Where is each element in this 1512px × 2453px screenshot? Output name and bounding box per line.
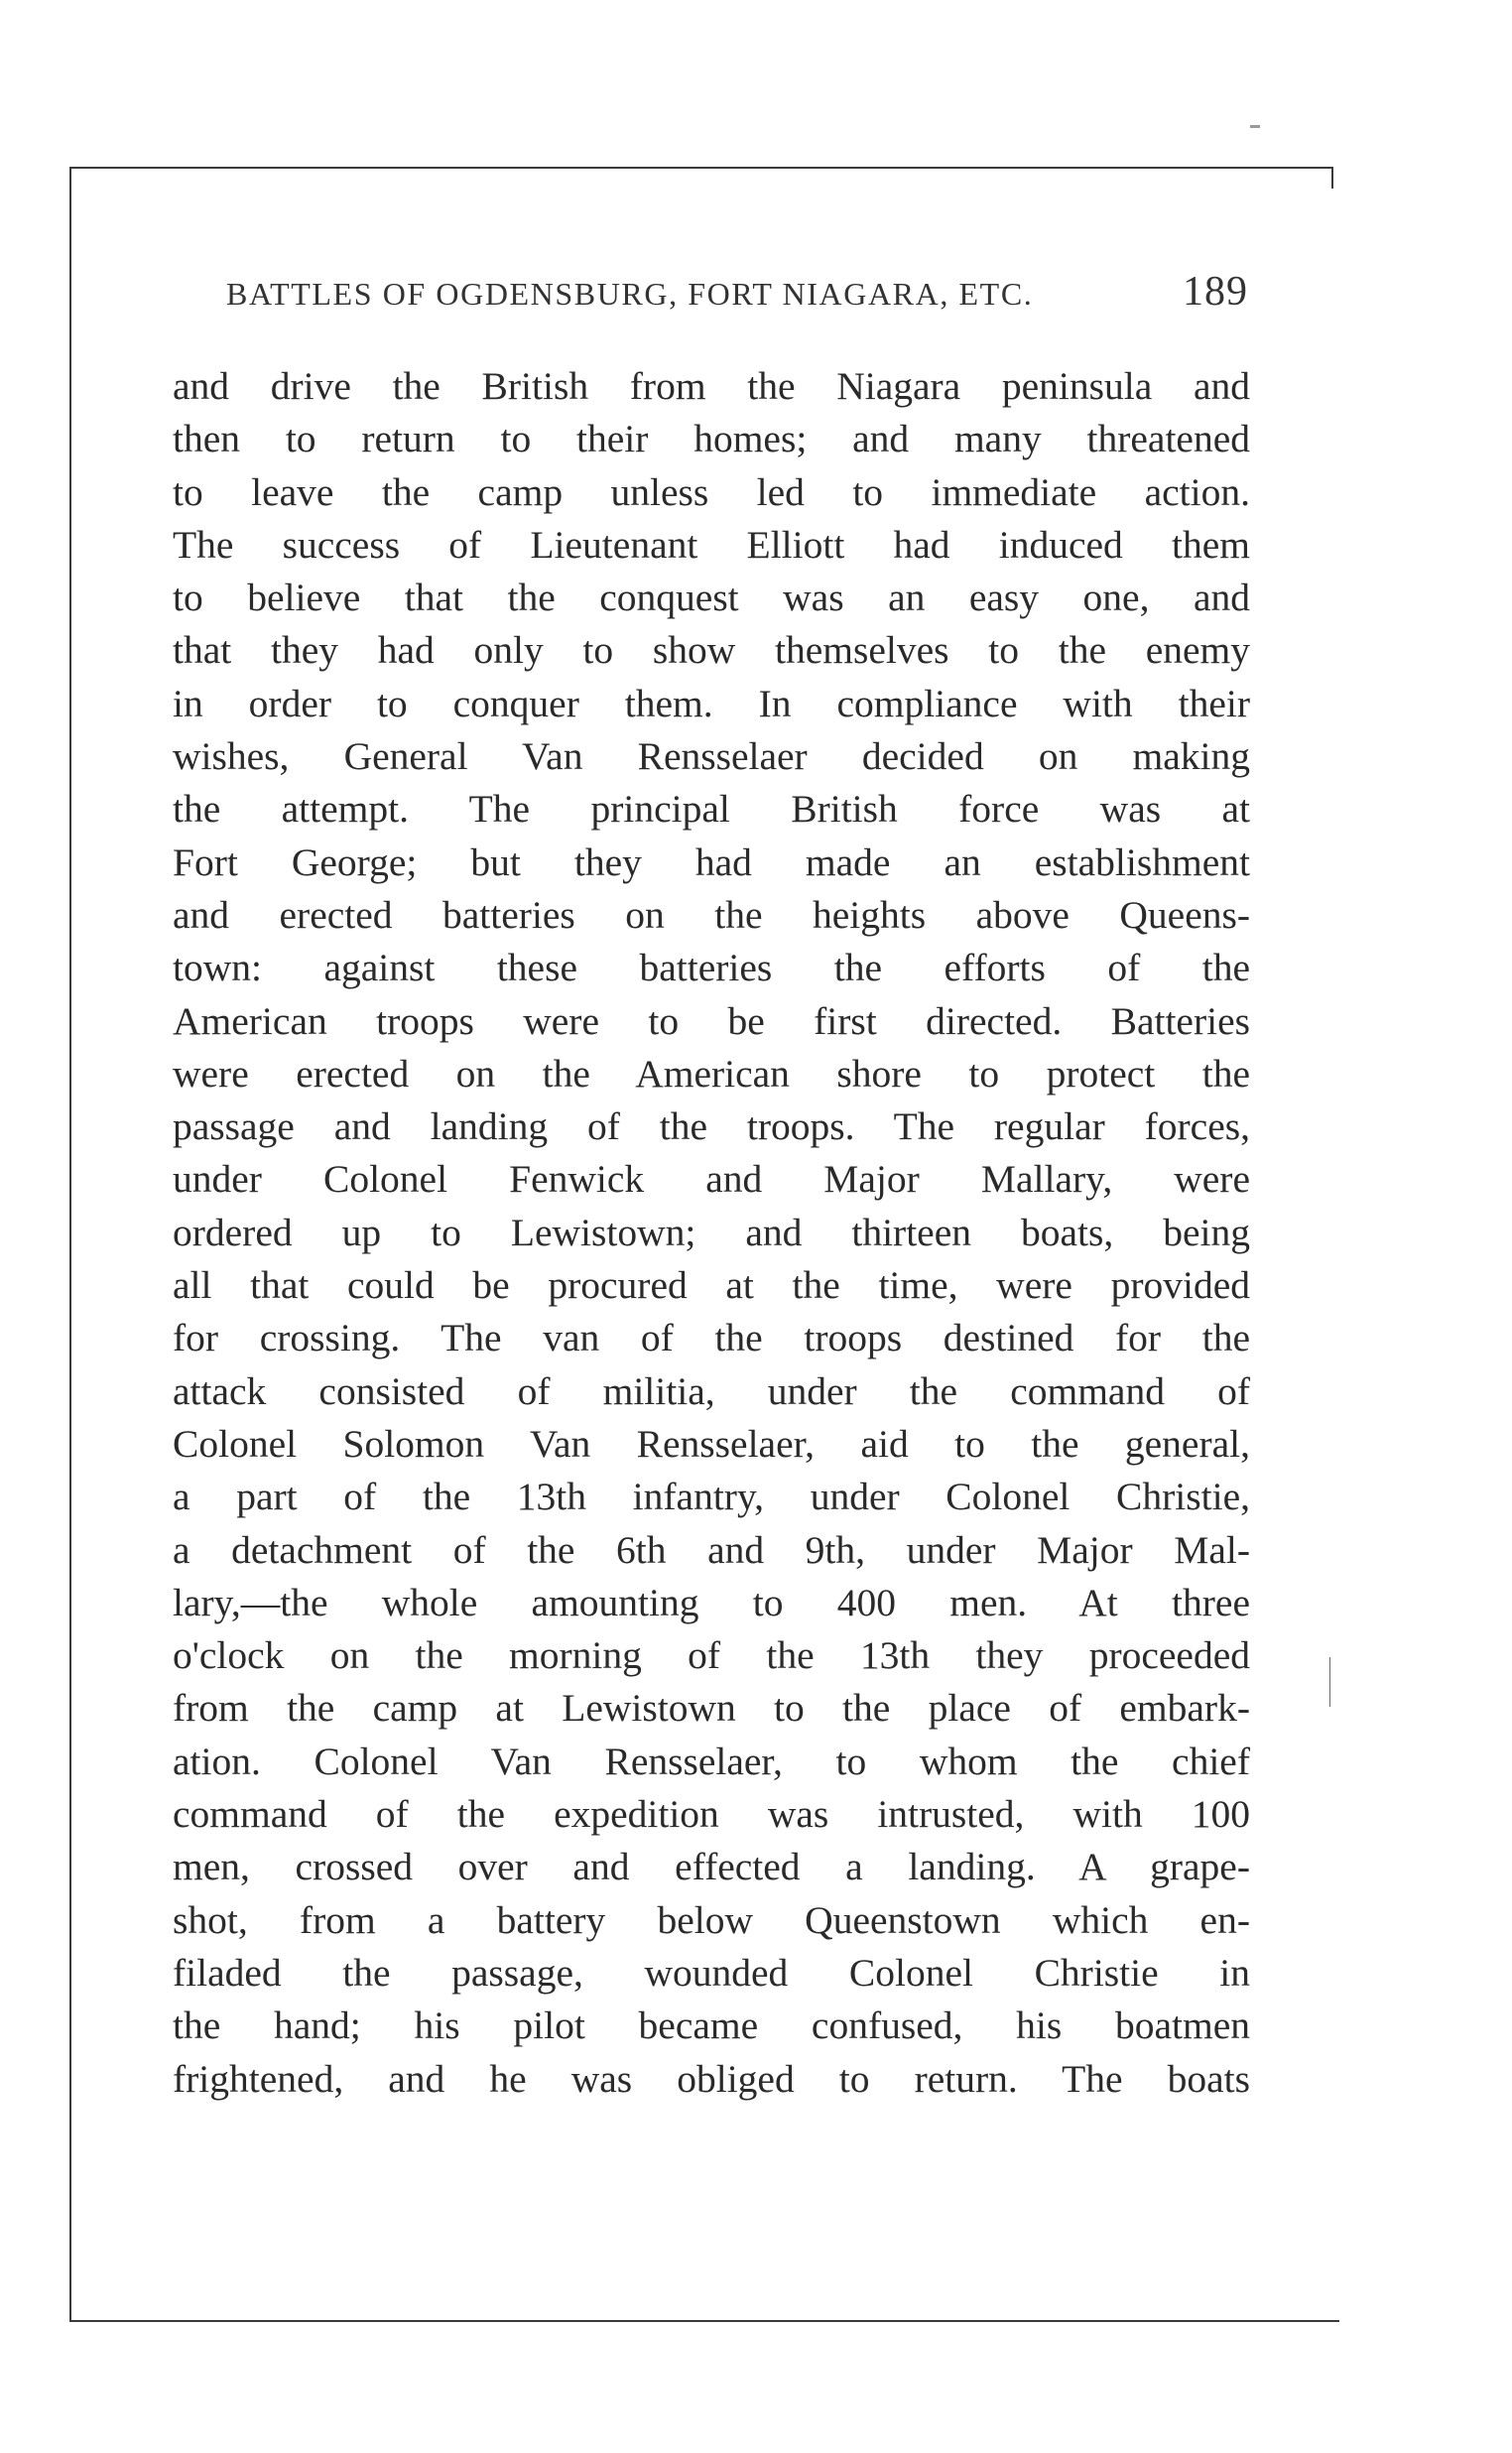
text-line: wishes, General Van Rensselaer decided on making (173, 734, 1250, 779)
page-number: 189 (1183, 269, 1248, 315)
running-title: BATTLES OF OGDENSBURG, FORT NIAGARA, ETC. (226, 276, 1034, 312)
text-line: ordered up to Lewistown; and thirteen boats, being (173, 1210, 1250, 1254)
text-line: filaded the passage, wounded Colonel Christie in (173, 1950, 1250, 1995)
text-line: The success of Lieutenant Elliott had induced them (173, 522, 1250, 567)
body-text (173, 360, 1250, 2106)
text-line: to believe that the conquest was an easy one, and (173, 576, 1250, 620)
text-line: ation. Colonel Van Rensselaer, to whom the chief (173, 1739, 1250, 1783)
text-line: the attempt. The principal British force was at (173, 787, 1250, 832)
text-line: men, crossed over and effected a landing. A grape- (173, 1845, 1250, 1889)
text-line: o'clock on the morning of the 13th they proceeded (173, 1633, 1250, 1678)
text-line: passage and landing of the troops. The regular forces, (173, 1104, 1250, 1149)
frame-right-tick (1331, 167, 1333, 189)
text-line: the hand; his pilot became confused, his boatmen (173, 2003, 1250, 2048)
text-line: command of the expedition was intrusted, with 100 (173, 1792, 1250, 1837)
frame-left-line (69, 167, 71, 2320)
text-line: were erected on the American shore to protect the (173, 1051, 1250, 1096)
text-line: to leave the camp unless led to immediate action. (173, 469, 1250, 514)
text-line: attack consisted of militia, under the command of (173, 1368, 1250, 1413)
text-line: a part of the 13th infantry, under Colonel Christie, (173, 1475, 1250, 1519)
text-line: town: against these batteries the efforts of the (173, 946, 1250, 990)
running-head (226, 268, 1248, 318)
text-line: and drive the British from the Niagara peninsula and (173, 364, 1250, 408)
text-line: a detachment of the 6th and 9th, under Major Mal- (173, 1527, 1250, 1572)
text-line: and erected batteries on the heights above Queens- (173, 892, 1250, 937)
text-line: in order to conquer them. In compliance with their (173, 681, 1250, 725)
scan-speck (1250, 125, 1260, 128)
text-line: from the camp at Lewistown to the place of embark- (173, 1686, 1250, 1731)
frame-bottom-line (69, 2320, 1339, 2322)
text-line: that they had only to show themselves to the enemy (173, 628, 1250, 673)
text-line: all that could be procured at the time, were provided (173, 1263, 1250, 1308)
frame-top-line (69, 167, 1331, 169)
margin-mark (1329, 1657, 1330, 1707)
text-line: for crossing. The van of the troops destined for the (173, 1316, 1250, 1360)
text-line: Fort George; but they had made an establishment (173, 839, 1250, 884)
text-line: frightened, and he was obliged to return. The boats (173, 2056, 1250, 2101)
text-line: under Colonel Fenwick and Major Mallary, were (173, 1157, 1250, 1202)
text-line: then to return to their homes; and many threatened (173, 417, 1250, 461)
text-line: shot, from a battery below Queenstown which en- (173, 1897, 1250, 1942)
text-line: lary,—the whole amounting to 400 men. At three (173, 1580, 1250, 1624)
text-line: American troops were to be first directed. Batteries (173, 998, 1250, 1043)
text-line: Colonel Solomon Van Rensselaer, aid to the general, (173, 1421, 1250, 1466)
